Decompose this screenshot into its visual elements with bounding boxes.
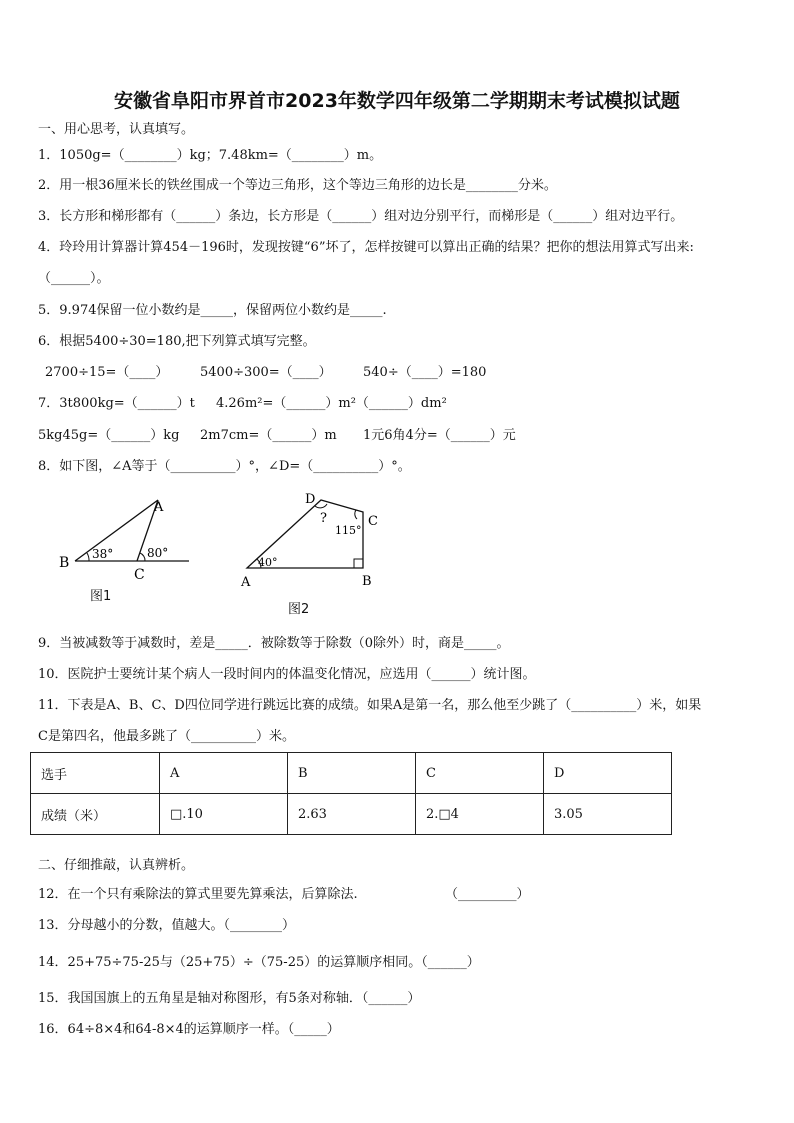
question-7-item: 7．3t800kg=（______）t xyxy=(38,396,195,411)
question-12: 12．在一个只有乘除法的算式里要先算乘法，后算除法. xyxy=(38,887,358,902)
question-7-item: 2m7cm=（______）m xyxy=(200,428,337,443)
table-row xyxy=(31,794,672,835)
question-11-continued: C是第四名，他最多跳了（__________）米。 xyxy=(38,729,295,744)
section-heading-2: 二、仔细推敲，认真辨析。 xyxy=(38,858,195,873)
question-9: 9．当被减数等于减数时，差是_____．被除数等于除数（0除外）时，商是_____。 xyxy=(38,636,510,651)
question-6-item: 2700÷15=（____） xyxy=(45,365,169,380)
question-16: 16．64÷8×4和64-8×4的运算顺序一样。（_____） xyxy=(38,1022,340,1037)
table-cell: A xyxy=(160,753,288,794)
angle-b-label: 38° xyxy=(92,547,114,561)
question-11: 11．下表是A、B、C、D四位同学进行跳远比赛的成绩。如果A是第一名，那么他至少跳了（__________）米，如果 xyxy=(38,698,702,713)
label-b: B xyxy=(362,574,372,589)
question-8: 8．如下图，∠A等于（__________）°，∠D=（__________）°。 xyxy=(38,459,411,474)
table-cell: D xyxy=(544,753,672,794)
question-7-item: 5kg45g=（______）kg xyxy=(38,428,180,443)
question-13: 13．分母越小的分数，值越大。（________） xyxy=(38,918,296,933)
table-header-row xyxy=(31,753,672,794)
figure-1-caption: 图1 xyxy=(90,589,112,604)
question-12-blank: （_________） xyxy=(445,887,530,902)
table-cell: 成绩（米） xyxy=(31,794,160,835)
score-table xyxy=(30,752,672,835)
question-2: 2．用一根36厘米长的铁丝围成一个等边三角形，这个等边三角形的边长是________分米。 xyxy=(38,178,557,193)
table-cell: B xyxy=(288,753,416,794)
label-c: C xyxy=(134,567,145,580)
question-4-answer: （______）。 xyxy=(38,271,110,286)
table-cell: 3.05 xyxy=(544,794,672,835)
question-6-item: 5400÷300=（____） xyxy=(200,365,332,380)
question-14: 14．25+75÷75-25与（25+75）÷（75-25）的运算顺序相同。（______） xyxy=(38,955,480,970)
angle-d-label: ? xyxy=(320,511,327,526)
question-4: 4．玲玲用计算器计算454－196时，发现按键“6”坏了，怎样按键可以算出正确的结果？把你的想法用算式写出来: xyxy=(38,240,694,255)
question-6: 6．根据5400÷30=180,把下列算式填写完整。 xyxy=(38,334,316,349)
figure-1-triangle xyxy=(55,495,195,580)
question-1: 1．1050g=（________）kg；7.48km=（________）m。 xyxy=(38,148,383,163)
table-cell: 2.□4 xyxy=(416,794,544,835)
label-c: C xyxy=(368,514,378,529)
label-a: A xyxy=(154,500,164,515)
page-title: 安徽省阜阳市界首市2023年数学四年级第二学期期末考试模拟试题 xyxy=(114,90,680,112)
question-15: 15．我国国旗上的五角星是轴对称图形，有5条对称轴．（______） xyxy=(38,991,421,1006)
table-cell: 2.63 xyxy=(288,794,416,835)
section-heading-1: 一、用心思考，认真填写。 xyxy=(38,122,195,137)
question-3: 3．长方形和梯形都有（______）条边，长方形是（______）组对边分别平行，而梯形是（______）组对边平行。 xyxy=(38,209,684,224)
question-7-item: 1元6角4分=（______）元 xyxy=(363,428,516,443)
figure-2-caption: 图2 xyxy=(288,602,310,617)
table-cell: C xyxy=(416,753,544,794)
table-cell: □.10 xyxy=(160,794,288,835)
question-7-item: 4.26m²=（______）m²（______）dm² xyxy=(216,396,447,411)
label-a: A xyxy=(241,575,251,590)
angle-c-label: 115° xyxy=(335,524,362,537)
label-d: D xyxy=(305,492,316,507)
angle-a-label: 40° xyxy=(258,556,278,569)
label-b: B xyxy=(59,555,70,571)
question-6-item: 540÷（____）=180 xyxy=(363,365,487,380)
figure-2-quadrilateral xyxy=(235,488,385,590)
question-10: 10．医院护士要统计某个病人一段时间内的体温变化情况，应选用（______）统计图。 xyxy=(38,667,536,682)
angle-c-label: 80° xyxy=(147,546,169,560)
question-5: 5．9.974保留一位小数约是_____，保留两位小数约是_____. xyxy=(38,303,387,318)
table-cell: 选手 xyxy=(31,753,160,794)
